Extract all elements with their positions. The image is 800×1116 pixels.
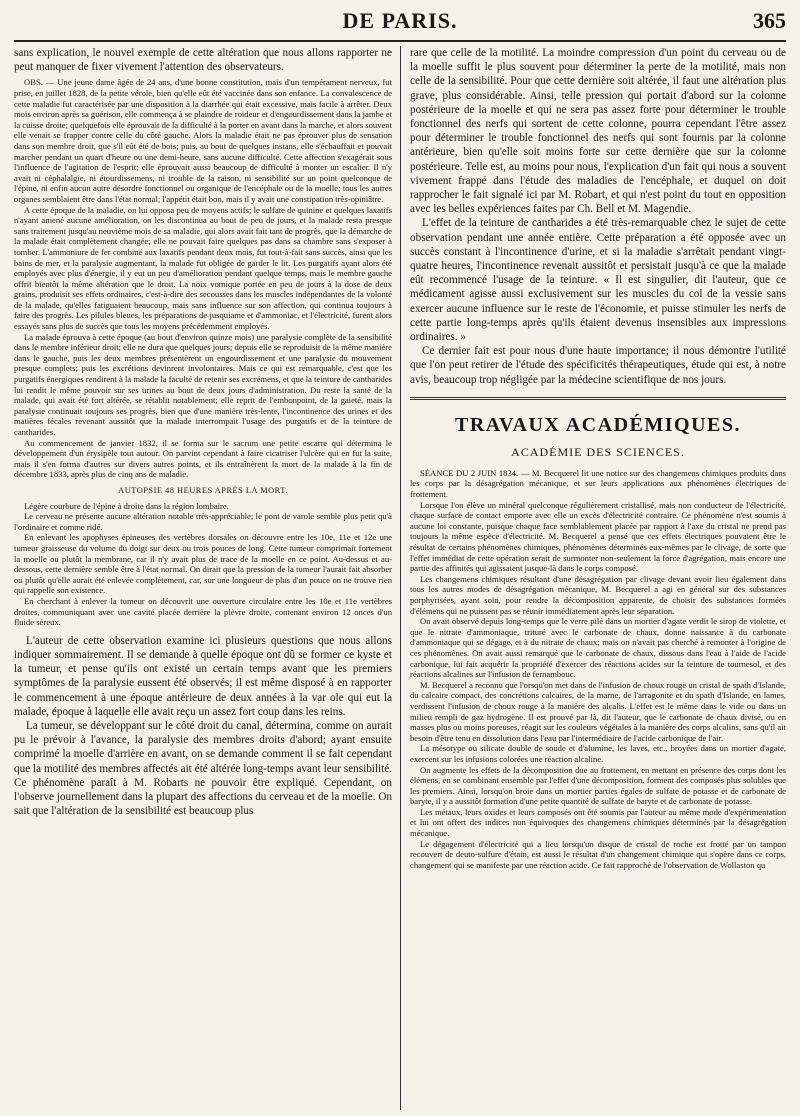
- session-paragraph: Lorsque l'on élève un minéral quelconque régulièrement cristallisé, mais non conducteur de l'électricité, chaque surface de contact emporte avec elle un excès d'électricité contraire. Ce phénomène n'est soumis à aucune loi constante, puisque chaque face semblablement placée par rapport à l'axe du cristal ne prend pas toujours la même espèce d'électricité. M. Becquerel a pensé que ces effets électriques pouvaient être le résultat de certains phénomènes chimiques, phénomènes déterminés eux-mêmes par le clivage, de sorte que l'effet immédiat de cette opération serait de surmonter non-seulement la force d'agrégation, mais encore une partie des affinités qui agissaient jusque-là dans le corps composé.: [410, 499, 786, 574]
- page-number: 365: [753, 8, 786, 33]
- paragraph: L'effet de la teinture de cantharides a été très-remarquable chez le sujet de cette observation pendant une année entière. Cette préparation a été opposée avec un succès constant à l'incontinence d'urine, et si la maladie s'arrêtait pendant vingt-quatre heures, l'incontinence revenait aussitôt et persistait jusqu'à ce que la malade eût recommencé l'usage de la teinture. « Il est singulier, dit l'auteur, que ce médicament agisse aussi exclusivement sur les muscles du col de la vessie sans exercer aucune influence sur le reste de l'économie, et puisse stimuler les nerfs de cette partie long-temps après qu'ils étaient devenus insensibles aux impressions ordinaires. »: [410, 217, 786, 344]
- session-paragraph: On augmente les effets de la décomposition due au frottement, en mettant en présence des corps dont les élémens, en se combinant ensemble par l'effet d'une décomposition, forment des composés plus solubles que les premiers. Ainsi, lorsqu'on broie dans un mortier parties égales de sulfate de potasse et de carbonate de baryte, il y a aussitôt formation d'une petite quantité de sulfate de baryte et de carbonate de potasse.: [410, 764, 786, 807]
- session-paragraph: M. Becquerel a reconnu que l'orsqu'on met dans de l'infusion de choux rouge un cristal de spath d'Islande, du calcaire compact, des concrétions calcaires, de la marne, de l'arragonite et du spath d'Islande, en lames, verdissent l'infusion de choux rouge à la manière des alcalis. L'effet est le même dans le vide ou dans un milieu rempli de gaz hydrogène. Il est prouvé par là, dit l'auteur, que le carbonate de chaux divisé, ou en masses plus ou moins poreuses, réagit sur les couleurs végétales à la manière des corps alcalins, sans qu'il ait besoin d'être tenu en dissolution dans l'eau par l'intermédiaire de l'acide carbonique de l'air.: [410, 679, 786, 743]
- paragraph: sans explication, le nouvel exemple de cette altération que nous allons rapporter ne peut manquer de fixer vivement l'attention des observateurs.: [14, 47, 392, 74]
- session-paragraph: La mésotype ou silicate double de soude et d'alumine, les laves, etc., broyées dans un mortier d'agate, exercent sur les infusions colorées une réaction alcaline.: [410, 743, 786, 764]
- header-rule: [14, 40, 786, 42]
- observation-paragraph: Au commencement de janvier 1832, il se forma sur le sacrum une petite escarre qui détermina le développement d'un érysipèle tout autour. On parvint cependant à faire cicatriser l'ulcère qui en fut la suite, mais il s'en forma d'autres sur divers autres points, et ils entraînèrent la mort de la malade à la fin de décembre 1833, après plus de cinq ans de maladie.: [14, 437, 392, 480]
- section-divider: [410, 397, 786, 400]
- page-header: [14, 8, 786, 38]
- session-paragraph: SÉANCE DU 2 JUIN 1834. — M. Becquerel lit une notice sur des changemens chimiques produits dans les corps par la désagrégation mécanique, et sur leurs applications aux phénomènes électriques de frottement.: [410, 467, 786, 500]
- section-subtitle: ACADÉMIE DES SCIENCES.: [511, 444, 685, 459]
- autopsy-heading: AUTOPSIE 48 HEURES APRÈS LA MORT.: [118, 485, 288, 495]
- observation-paragraph: La malade éprouva à cette époque (au bout d'environ quinze mois) une paralysie complète de la sensibilité dans le membre inférieur droit; elle ne dura que quelques jours; depuis elle se reproduisit de la même manière dans le gauche, puis les deux membres présentèrent un engourdissement et une paralysie du mouvement presque complets; puis les excrétions devinrent involontaires. Mais ce qui est remarquable, c'est que les purgatifs énergiques rendirent à la malade la faculté de retenir ses excrémens, et que la teinture de cantharides lui rendit le même pouvoir sur ses urines au bout de deux jours d'administration. Du reste la santé de la malade, qui avait été fort altérée, se rétablit notablement; elle reprit de l'embonpoint, de la gaieté, mais la paralysie continuait toujours ses progrès, bien que d'une manière très-lente, l'incontinence des urines et des matières fécales revenant aussitôt que la malade interrompait l'usage des purgatifs et de la teinture de cantharides.: [14, 331, 392, 437]
- commentary-paragraph: La tumeur, se développant sur le côté droit du canal, détermina, comme on aurait pu le prévoir à l'avance, la paralysie des membres droits d'abord; ayant ensuite comprimé la moelle d'arrière en avant, on se demande comment il se fait cependant que la motilité des membres affectés ait été altérée long-temps avant leur sensibilité. Ce phénomène paraît à M. Robarts ne pouvoir être expliqué. Cependant, on l'observe journellement dans la plupart des affections du cerveau et de la moelle. On sait que l'altération de la sensibilité est beaucoup plus: [14, 719, 392, 818]
- autopsy-paragraph: Le cerveau ne présente aucune altération notable très-appréciable; le pont de varole semble plus petit qu'à l'ordinaire et comme ridé.: [14, 511, 392, 532]
- autopsy-paragraph: En cherchant à enlever la tumeur on découvrit une ouverture circulaire entre les 10e et 11e vertèbres droites, communiquant avec une cavité placée derrière la plèvre droite, contenant environ 12 onces d'un fluide séreux.: [14, 595, 392, 628]
- observation-paragraph: OBS. — Une jeune dame âgée de 24 ans, d'une bonne constitution, mais d'un tempérament nerveux, fut prise, en juillet 1828, de la petite vérole, bien qu'elle eût été vaccinée dans son enfance. La convalescence de cette maladie fut caractérisée par une disposition à la diarrhée qui était excessive, mais facile à arrêter. Deux mois environ après sa guérison, elle commença à se plaindre de roideur et d'engourdissement dans la jambe et la cuisse droite; quelquefois elle éprouvait de la difficulté à la porter en avant dans la marche, et alors souvent elle venait se frapper contre celle du côté gauche. Alors la maladie était ne pas éprouver plus de sensation dans son membre droit, que s'il eût été de bois; puis, au bout de quelques instans, elle s'échauffait et pouvait marcher pendant un quart d'heure ou une demi-heure, sans aucune difficulté. Cette affection s'exagérait sous l'influence de l'agitation de l'esprit; elle éprouvait aussi beaucoup de difficulté à monter un escalier. Il n'y avait ni céphalalgie, ni étourdissemens, ni trouble de la raison, ni sensibilité sur un point quelconque de l'épine, ni enfin aucun autre désordre fonctionnel ou organique de l'encéphale ou de la moelle; tous les autres organes semblaient être dans l'état normal; l'appétit était bon, mais il y avait une constipation très-opiniâtre.: [14, 77, 392, 204]
- running-title: DE PARIS.: [342, 8, 458, 33]
- session-paragraph: Le dégagement d'électricité qui a lieu lorsqu'un disque de cristal de roche est frotté par un tampon recouvert de deuto-sulfure d'étain, est aussi le résultat d'un changement chimique qui s'opère dans ce corps, changement qui se manifeste par une réaction acide. Ce fait rapproché de l'observation de Wollaston qu: [410, 838, 786, 870]
- autopsy-paragraph: En enlevant les apophyses épineuses des vertèbres dorsales on découvre entre les 10e, 11e et 12e une tumeur graisseuse du volume du doigt sur deux ou trois pouces de long. Cette tumeur comprimait fortement la moelle ou plutôt la membrane, car il n'y avait plus de trace de la moelle en ce point. Au-dessus et au-dessous, cette dernière semble être à l'état normal. On dirait que la pression de la tumeur l'aurait fait absorber ou plutôt qu'elle aurait été enlevée complètement, car, sur une longueur de plus d'un pouce on ne trouve rien qui rappelle son existence.: [14, 532, 392, 596]
- commentary-paragraph: L'auteur de cette observation examine ici plusieurs questions que nous allons indiquer sommairement. Il se demande à quelle époque ont dû se former ce kyste et la tumeur, et pense qu'ils ont existé un certain temps avant que les premiers symptômes de la paralysie eussent été observés; il est même disposé à en rapporter le commencement à une époque antérieure de deux années à la var ole qui eut la malade, époque à laquelle elle avait reçu un assez fort coup dans les reins.: [14, 634, 392, 718]
- paragraph: rare que celle de la motilité. La moindre compression d'un point du cerveau ou de la moelle suffit le plus souvent pour déterminer la perte de la motilité, mais non celle de la sensibilité. Pour que cette dernière soit altérée, il faut une altération plus grave, plus considérable. Ainsi, telle pression qui portait d'abord sur la colonne postérieure de la moelle et qui ne sera pas assez forte pour déterminer le trouble fonctionnel des nerfs qui sortent de cette colonne, pourra cependant l'être assez pour déterminer le trouble fonctionnel des nerfs qui sont fournis par la colonne antérieure, bien qu'elle soit moins forte sur cette dernière que sur la colonne postérieure. Telle est, au moins pour nous, l'explication d'un fait qui nous a souvent vivement frappé dans l'étude des maladies de l'encéphale, et duquel on doit rapprocher le fait signalé ici par M. Robart, et qui n'est point du tout en opposition avec les belles expériences faites par Ch. Bell et M. Magendie.: [410, 47, 786, 216]
- left-column: [14, 46, 392, 1110]
- paragraph: Ce dernier fait est pour nous d'une haute importance; il nous démontre l'utilité que l'on peut retirer de l'étude des spécificités thérapeutiques, étude qui est, à notre avis, beaucoup trop négligée par la médecine scientifique de nos jours.: [410, 345, 786, 386]
- session-paragraph: Les changemens chimiques résultant d'une désagrégation par clivage devant avoir lieu également dans tous les autres modes de désagrégation mécanique, M. Becquerel a agi en général sur des substances porphyrisées, ayant soin, pour rendre la décomposition apparente, de choisir des substances formées d'élémens qui ne puissent pas se réunir immédiatement après leur séparation.: [410, 573, 786, 616]
- session-paragraph: On avait observé depuis long-temps que le verre pilé dans un mortier d'agate verdit le sirop de violette, et que le nitrate d'ammoniaque, trituré avec le carbonate de chaux, donne naissance à du carbonate d'ammoniaque qui se dégage, et à du nitrate de chaux; mais on n'avait pas cherché à remonter à l'origine de ces phénomènes. On avait aussi remarqué que le carbonate de chaux, dissous dans l'eau à l'aide de l'acide carbonique, lui fait acquérir la propriété d'exercer des réactions acides sur la teinture de tournesol, et des réactions alcalines sur l'infusion de fernambouc.: [410, 616, 786, 680]
- section-title: TRAVAUX ACADÉMIQUES.: [455, 413, 741, 436]
- right-column: [410, 46, 786, 1110]
- column-divider: [400, 46, 401, 1110]
- observation-paragraph: A cette époque de la maladie, on lui opposa peu de moyens actifs; le sulfate de quinine et quelques laxatifs n'ayant amené aucune amélioration, on les discontinua au bout de peu de jours, et la malade resta presque sans traitement jusqu'au neuvième mois de sa maladie, qui alors avait fait tant de progrès, que la démarche de la malade était complètement changée; elle ne pouvait faire quelques pas dans sa chambre sans s'exposer à tomber. L'ammoniure de fer combiné aux laxatifs pendant deux mois, fut tout-à-fait sans succès, ainsi que les bains de mer, et la paralysie augmentant, la malade fut obligée de garder le lit. Les purgatifs ayant alors été employés avec plus d'énergie, il y eut un peu d'amélioration pendant quelque temps, mais le membre gauche offrit bientôt la même altération que le droit. La noix vomique portée en peu de jours à la dose de deux grains, produisit ses effets ordinaires, c'est-à-dire des secousses dans les muscles indépendantes de la volonté de la malade, qu'elles fatiguaient beaucoup, mais sans influence sur son affection, qui continua toujours à faire des progrès. Les pilules bleues, les préparations de jusquiame et d'ammoniac, et l'électricité, furent alors essayés sans plus de succès que tous les moyens précédemment employés.: [14, 204, 392, 332]
- session-paragraph: Les métaux, leurs oxides et leurs composés ont été soumis par l'auteur au même mode d'expérimentation et lui ont offert des indices non équivoques des changemens chimiques déterminés par la désagrégation mécanique.: [410, 806, 786, 839]
- autopsy-paragraph: Légère courbure de l'épine à droite dans la région lombaire.: [24, 500, 229, 511]
